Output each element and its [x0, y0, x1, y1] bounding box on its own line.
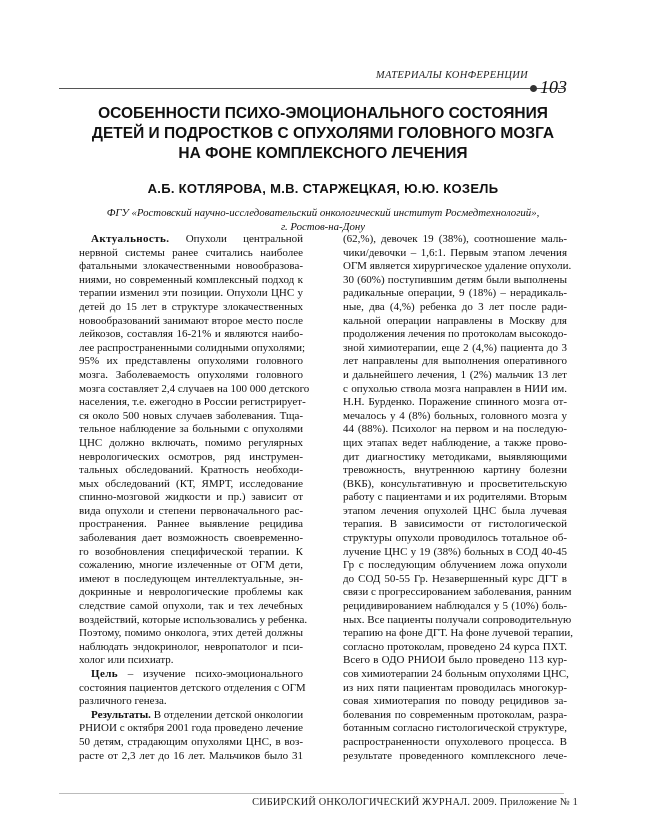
body-line: различного генеза.: [79, 695, 167, 708]
running-head: МАТЕРИАЛЫ КОНФЕРЕНЦИИ: [375, 70, 528, 81]
body-line: щих этапах ведет наблюдение, а также прово-: [343, 436, 567, 449]
body-line: мых обследований (КТ, ЯМРТ, исследование: [79, 477, 303, 490]
body-line: ОГМ является хирургическое удаление опухоли.: [343, 260, 572, 273]
section-label-aktualnost: Актуальность.: [91, 233, 170, 245]
body-line: мечалось у 4 (8%) больных, головного мозга у: [343, 409, 567, 422]
footer-rule: [59, 793, 564, 794]
body-line: Цель – изучение психо-эмоционального: [91, 668, 303, 680]
body-line: с опухолью ствола мозга направлен в НИИ им.: [343, 382, 567, 395]
body-line: совая химиотерапия по поводу рецидивов за-: [343, 695, 567, 708]
body-line: ЦНС должно включать, помимо регулярных: [79, 436, 303, 449]
section-label-results: Результаты.: [91, 708, 151, 721]
body-line: результате проведенного комплексного лече-: [343, 749, 567, 762]
body-line: мозга. Заболеваемость опухолями головного: [79, 368, 303, 381]
body-line: населения, т.е. ежегодно в России регистрирует-: [79, 396, 306, 409]
body-line: мозга составляет 2,4 случаев на 100 000 детского: [79, 382, 310, 395]
body-line: ботанным согласно гистологической структуре,: [343, 722, 567, 735]
body-line: Результаты. В отделении детской онкологии: [91, 708, 304, 721]
title-line: ДЕТЕЙ И ПОДРОСТКОВ С ОПУХОЛЯМИ ГОЛОВНОГО МОЗГА: [91, 125, 555, 142]
body-line: расте от 2,3 лет до 16 лет. Мальчиков было 31: [79, 749, 303, 762]
body-line: чики/девочки – 1,6:1. Первым этапом лечения: [343, 246, 567, 259]
body-line: ных. Все пациенты получали сопроводительную: [343, 613, 572, 626]
page-number: 103: [540, 77, 567, 97]
body-line: 30 (60%) поступившим детям были выполнены: [343, 273, 567, 286]
body-line: РНИОИ с октября 2001 года проведено лечение: [79, 722, 303, 735]
body-line: детей до 15 лет в структуре злокачественных: [79, 300, 303, 313]
body-line: согласно протоколам, проведено 24 курса ПХТ.: [343, 640, 567, 653]
affiliation: [40, 206, 606, 234]
body-line: Гр с последующим облучением ложа опухоли: [343, 559, 567, 572]
body-line: состояния пациентов детского отделения с ОГМ: [79, 681, 306, 694]
body-line: вида опухоли и степени первоначального рас-: [79, 504, 303, 517]
body-line: следствие самой опухоли, так и тех лечебных: [79, 600, 303, 613]
body-line: лее распространенными солидными опухолями;: [79, 341, 306, 354]
body-line: терапии изменил эти позиции. Опухоли ЦНС у: [79, 287, 303, 300]
body-line: пространения. Раннее выявление рецидива: [79, 518, 303, 531]
body-line: этапом лечения опухолей ЦНС была лучевая: [343, 504, 567, 517]
body-line: тальных обследований. Кратность необходи-: [79, 464, 303, 477]
section-label-cel: Цель: [91, 668, 119, 680]
body-line: (ВКБ), консультативную и просветительскую: [343, 477, 567, 490]
body-line: 50 детям, страдающим опухолями ЦНС, в воз-: [79, 735, 303, 748]
body-line: нервной системы ранее считались наиболее: [79, 246, 303, 259]
body-line: лейкозов, составляя 16-21% и являются наибо-: [79, 328, 303, 341]
body-line: дит диагностику методиками, выявляющими: [343, 450, 567, 463]
body-line: структуры опухоли проводилось тотальное об-: [343, 532, 567, 545]
title-line: НА ФОНЕ КОМПЛЕКСНОГО ЛЕЧЕНИЯ: [178, 145, 468, 162]
body-line: заболевания дает возможность своевременно-: [79, 532, 303, 545]
body-line: сожалению, многие излеченные от ОГМ дети,: [79, 559, 303, 572]
body-line: воздействий, которые использовались у ребенка.: [79, 613, 308, 626]
body-line: го возобновления специфической терапии. К: [79, 545, 303, 558]
body-line: лет направлены для выполнения оперативного: [343, 355, 567, 368]
body-line: из них пяти пациентам проводилась многокур-: [343, 681, 567, 694]
article-title: [40, 104, 606, 164]
body-line: кальной операции направлены в Москву для: [343, 314, 567, 327]
body-line: холог или психиатр.: [79, 654, 174, 667]
body-line: 44 (88%). Психолог на первом и на последую-: [343, 423, 567, 436]
body-line: болевания по современным протоколам, разра-: [343, 708, 567, 721]
header-rule: [59, 88, 564, 89]
body-line: 95% их представлены опухолями головного: [79, 355, 303, 368]
body-line: до СОД 50-55 Гр. Незавершенный курс ДГТ в: [343, 572, 567, 585]
body-line: наблюдать эндокринолог, невропатолог и пси-: [79, 640, 303, 653]
body-line: работу с пациентами и их родителями. Вторым: [343, 491, 567, 504]
body-line: ся около 500 новых случаев заболевания. Тща-: [79, 409, 303, 422]
body-line: новообразований занимают второе место после: [79, 314, 303, 327]
journal-footer: СИБИРСКИЙ ОНКОЛОГИЧЕСКИЙ ЖУРНАЛ. 2009. Приложение № 1: [252, 797, 578, 808]
body-line: Актуальность. Опухоли центральной: [91, 233, 303, 245]
body-line: сов химиотерапии 24 больным опухолями ЦНС,: [343, 668, 569, 680]
body-line: продолжения лечения по протоколам высокодо-: [343, 328, 567, 341]
body-line: ниями, но современный комплексный подход к: [79, 273, 303, 286]
body-line: радикальные операции, 9 (18%) – нерадикаль-: [343, 287, 567, 300]
body-line: терапию на фоне ДГТ. На фоне лучевой терапии,: [343, 627, 574, 640]
affiliation-line: г. Ростов-на-Дону: [280, 221, 366, 233]
body-line: связи с прогрессированием заболевания, ранним: [343, 586, 572, 599]
body-line: спинно-мозговой жидкости и пр.) зависит от: [79, 491, 303, 504]
affiliation-line: ФГУ «Ростовский научно-исследовательский онкологический институт Росмедтехнологий»,: [106, 207, 540, 219]
body-line: распространенности опухолевого процесса. В: [343, 735, 567, 748]
body-line: фатальными злокачественными новообразова-: [79, 260, 303, 273]
body-line: ные, два (4,%) ребенка до 3 лет после ради-: [343, 300, 567, 313]
body-line: лучение ЦНС у 19 (38%) больных в СОД 40-45: [343, 545, 567, 558]
body-line: Всего в ОДО РНИОИ было проведено 113 кур-: [343, 654, 567, 667]
body-line: неврологических осмотров, ряд инструмен-: [79, 450, 303, 463]
header-rule-dot: [530, 85, 537, 92]
body-line: и дальнейшего лечения, 1 (2%) мальчик 13 лет: [343, 368, 567, 381]
body-line: зной химиотерапии, еще 2 (4,%) пациента до 3: [343, 341, 567, 354]
body-line: Поэтому, помимо онколога, этих детей должны: [79, 627, 303, 640]
left-column: [79, 233, 310, 763]
body-line: имеют в последующем интеллектуальные, эн-: [79, 572, 303, 585]
body-line: тревожность, внутреннюю картину болезни: [343, 464, 567, 477]
body-line: (62,%), девочек 19 (38%), соотношение маль-: [343, 233, 567, 245]
body-line: Н.Н. Бурденко. Поражение спинного мозга от-: [343, 396, 567, 409]
authors: А.Б. КОТЛЯРОВА, М.В. СТАРЖЕЦКАЯ, Ю.Ю. КОЗЕЛЬ: [147, 181, 499, 196]
body-line: докринные и неврологические проблемы как: [79, 586, 303, 599]
right-column: [343, 233, 574, 763]
body-line: рецидивированием наблюдался у 5 (10%) боль-: [343, 600, 567, 613]
body-line: терапия. В зависимости от гистологической: [343, 518, 567, 531]
body-line: тельное наблюдение за больными с опухолями: [79, 423, 303, 436]
title-line: ОСОБЕННОСТИ ПСИХО-ЭМОЦИОНАЛЬНОГО СОСТОЯНИЯ: [98, 105, 548, 122]
